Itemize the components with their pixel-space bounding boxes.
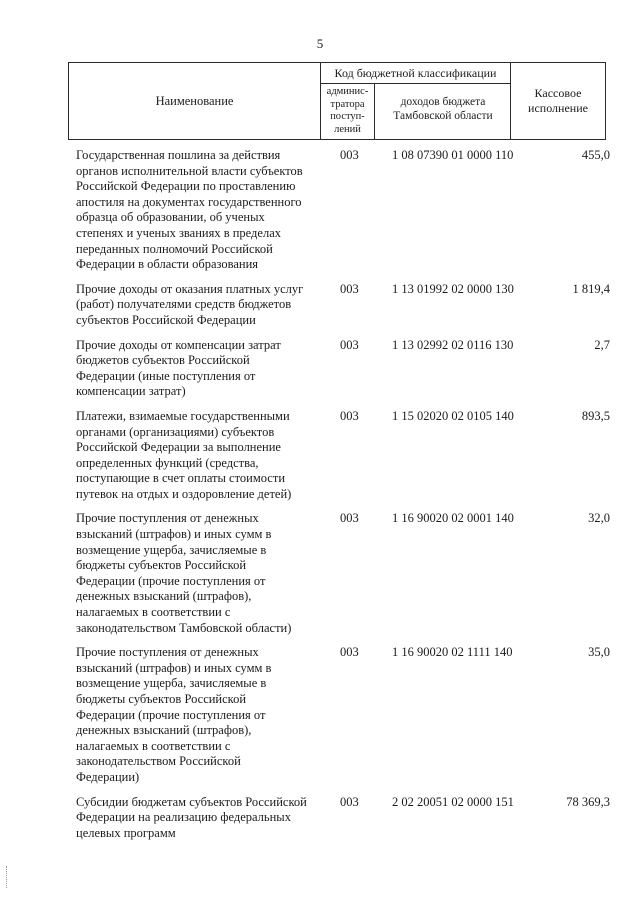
- table-row: [76, 795, 616, 842]
- header-exec-line: исполнение: [528, 101, 588, 115]
- table-body: [76, 148, 616, 850]
- row-amount: 32,0: [588, 511, 610, 526]
- table-header: [68, 62, 606, 140]
- row-name: [76, 409, 330, 503]
- table-row: [76, 645, 616, 785]
- row-name-line: Федерации): [76, 769, 140, 784]
- row-name-line: денежных взысканий (штрафов),: [76, 589, 252, 604]
- row-name-line: Федерации (прочие поступления от: [76, 707, 266, 722]
- row-name-line: степенях и ученых званиях в пределах: [76, 225, 281, 240]
- row-amount: 1 819,4: [572, 281, 610, 296]
- row-admin-code: 003: [340, 645, 359, 660]
- row-name-line: органами (организациями) субъектов: [76, 424, 275, 439]
- header-admin: [321, 83, 375, 139]
- row-name: [76, 282, 330, 329]
- row-budget-code: 1 16 90020 02 1111 140: [392, 645, 513, 660]
- row-name-line: Федерации (прочие поступления от: [76, 573, 266, 588]
- row-name-line: поступающие в счет оплаты стоимости: [76, 471, 286, 486]
- row-name-line: бюджетов субъектов Российской: [76, 353, 250, 368]
- row-name-line: субъектов Российской Федерации: [76, 312, 256, 327]
- row-name: [76, 338, 330, 400]
- row-name-line: органов исполнительной власти субъектов: [76, 163, 303, 178]
- row-amount: 78 369,3: [566, 794, 610, 809]
- row-name-line: Федерации на реализацию федеральных: [76, 810, 291, 825]
- row-name-line: Российской Федерации за выполнение: [76, 440, 281, 455]
- row-name-line: Прочие доходы от оказания платных услуг: [76, 281, 304, 296]
- row-name-line: Государственная пошлина за действия: [76, 148, 281, 162]
- table-row: [76, 511, 616, 636]
- header-code-group: [321, 63, 511, 139]
- header-income-line: Тамбовской области: [393, 110, 493, 122]
- row-name-line: бюджеты субъектов Российской: [76, 692, 247, 706]
- row-name: [76, 511, 330, 636]
- row-name-line: компенсации затрат): [76, 384, 186, 399]
- table-row: [76, 282, 616, 329]
- row-amount: 893,5: [581, 408, 610, 423]
- row-name-line: определенных функций (средства,: [76, 455, 259, 470]
- row-name-line: путевок на отдых и оздоровление детей): [76, 486, 292, 501]
- row-amount: 455,0: [581, 148, 610, 162]
- row-name-line: Субсидии бюджетам субъектов Российской: [76, 794, 307, 809]
- row-admin-code: 003: [340, 511, 359, 526]
- table-row: [76, 148, 616, 273]
- row-name-line: бюджеты субъектов Российской: [76, 558, 247, 573]
- row-admin-code: 003: [340, 408, 359, 423]
- row-budget-code: 2 02 20051 02 0000 151: [392, 794, 514, 809]
- row-name-line: Федерации в области образования: [76, 257, 259, 272]
- row-name-line: образца об образовании, об ученых: [76, 210, 265, 225]
- row-name-line: налагаемых в соответствии с: [76, 738, 231, 753]
- header-income: [375, 83, 511, 139]
- row-admin-code: 003: [340, 794, 359, 809]
- row-name: [76, 148, 330, 273]
- row-budget-code: 1 13 01992 02 0000 130: [392, 281, 514, 296]
- row-name-line: взысканий (штрафов) и иных сумм в: [76, 660, 272, 675]
- row-name-line: целевых программ: [76, 825, 176, 840]
- row-name-line: Прочие доходы от компенсации затрат: [76, 337, 281, 352]
- header-admin-line: админис-: [326, 86, 369, 97]
- row-name-line: взысканий (штрафов) и иных сумм в: [76, 527, 272, 542]
- row-name-line: возмещение ущерба, зачисляемые в: [76, 676, 267, 691]
- row-budget-code: 1 08 07390 01 0000 110: [392, 148, 514, 162]
- row-admin-code: 003: [340, 337, 359, 352]
- header-exec-line: Кассовое: [534, 86, 582, 100]
- page-number: 5: [316, 36, 324, 51]
- row-name: [76, 645, 330, 785]
- row-budget-code: 1 15 02020 02 0105 140: [392, 408, 514, 423]
- row-name-line: Федерации (иные поступления от: [76, 368, 256, 383]
- row-name-line: законодательством Российской: [76, 754, 241, 769]
- row-name-line: денежных взысканий (штрафов),: [76, 723, 252, 738]
- row-name-line: апостиля на документах государственного: [76, 194, 302, 209]
- header-code-title: Код бюджетной классификации: [321, 63, 510, 84]
- row-budget-code: 1 16 90020 02 0001 140: [392, 511, 514, 526]
- scan-margin-mark: [6, 866, 8, 888]
- table-row: [76, 409, 616, 503]
- row-name-line: Прочие поступления от денежных: [76, 511, 259, 526]
- header-name: Наименование: [69, 63, 321, 139]
- row-name-line: переданных полномочий Российской: [76, 241, 273, 256]
- row-name-line: законодательством Тамбовской области): [76, 620, 292, 635]
- row-name-line: Прочие поступления от денежных: [76, 645, 259, 660]
- header-admin-line: тратора: [330, 98, 365, 110]
- row-name-line: возмещение ущерба, зачисляемые в: [76, 542, 267, 557]
- row-amount: 2,7: [594, 337, 610, 352]
- row-name-line: Платежи, взимаемые государственными: [76, 408, 290, 423]
- row-amount: 35,0: [588, 645, 610, 660]
- row-name: [76, 795, 330, 842]
- row-admin-code: 003: [340, 281, 359, 296]
- row-budget-code: 1 13 02992 02 0116 130: [392, 337, 514, 352]
- row-name-line: (работ) получателями средств бюджетов: [76, 297, 292, 312]
- header-income-line: доходов бюджета: [400, 96, 486, 108]
- row-name-line: Российской Федерации по проставлению: [76, 179, 296, 194]
- row-name-line: налагаемых в соответствии с: [76, 605, 231, 620]
- header-admin-line: поступ-: [330, 111, 365, 122]
- header-admin-line: лений: [334, 123, 361, 135]
- table-row: [76, 338, 616, 400]
- header-execution: [511, 63, 605, 139]
- row-admin-code: 003: [340, 148, 359, 162]
